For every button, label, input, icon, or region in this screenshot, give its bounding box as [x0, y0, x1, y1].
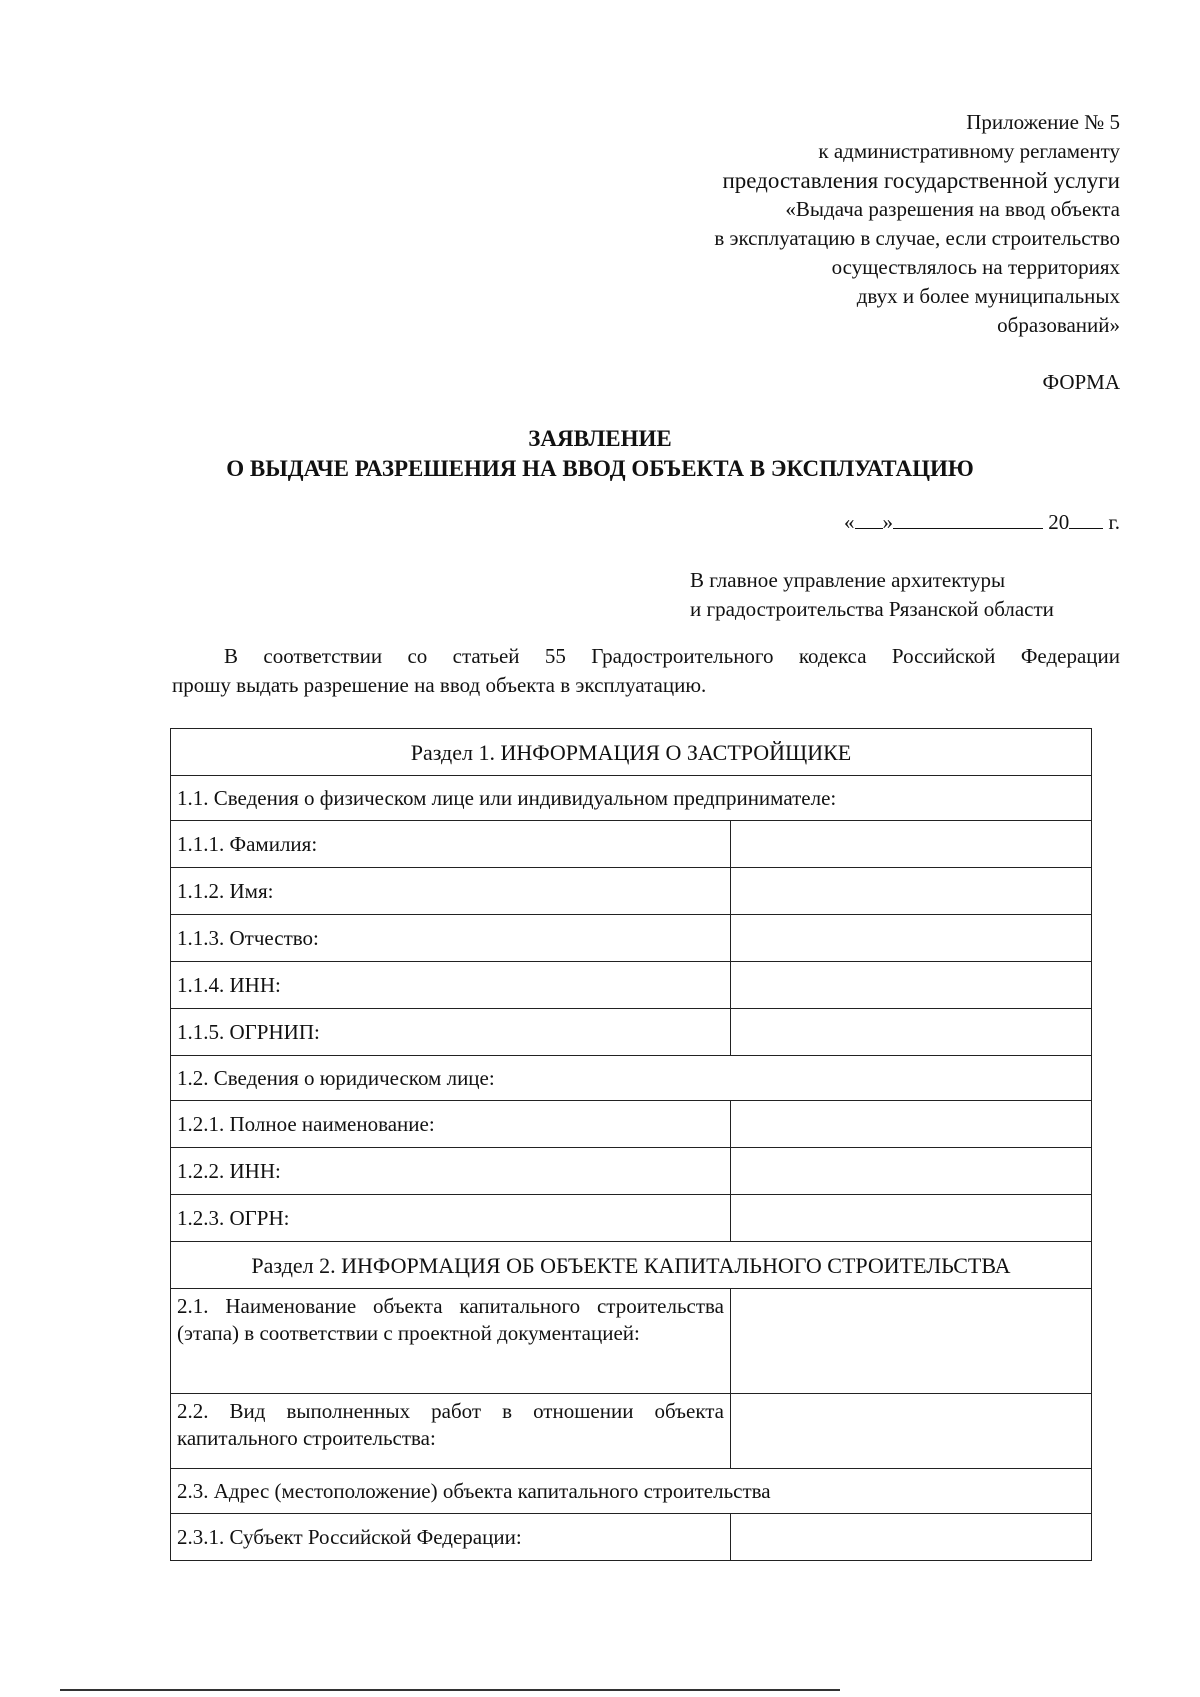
- date-close-quote: »: [882, 510, 893, 534]
- table-row: [171, 915, 1092, 962]
- appendix-line: «Выдача разрешения на ввод объекта: [785, 197, 1120, 221]
- field-label: 1.1.1. Фамилия:: [171, 821, 731, 868]
- year-blank[interactable]: [1069, 510, 1103, 529]
- subsection-row: [171, 1056, 1092, 1101]
- field-label: 1.2.3. ОГРН:: [171, 1195, 731, 1242]
- appendix-header: [560, 108, 1120, 340]
- addressee-line-2: и градостроительства Рязанской области: [690, 597, 1054, 621]
- year-prefix: 20: [1048, 510, 1070, 534]
- field-label: 1.1.5. ОГРНИП:: [171, 1009, 731, 1056]
- field-label: 2.1. Наименование объекта капитального строительства (этапа) в соответствии с проектной документацией:: [171, 1289, 731, 1394]
- intro-paragraph: [172, 642, 1120, 700]
- table-row: [171, 868, 1092, 915]
- appendix-line: в эксплуатацию в случае, если строительство: [714, 226, 1120, 250]
- field-label: 1.1.4. ИНН:: [171, 962, 731, 1009]
- full-name-input-cell[interactable]: [731, 1101, 1092, 1148]
- section-row: [171, 729, 1092, 776]
- field-label: 1.1.2. Имя:: [171, 868, 731, 915]
- appendix-line: осуществлялось на территориях: [831, 255, 1120, 279]
- inn-legal-input-cell[interactable]: [731, 1148, 1092, 1195]
- work-type-input-cell[interactable]: [731, 1394, 1092, 1469]
- table-row: [171, 1514, 1092, 1561]
- name-input-cell[interactable]: [731, 868, 1092, 915]
- subsection-row: [171, 776, 1092, 821]
- day-blank[interactable]: [855, 510, 883, 529]
- subsection-2-3: 2.3. Адрес (местоположение) объекта капитального строительства: [171, 1469, 1092, 1514]
- addressee: [690, 566, 1054, 624]
- field-label: 1.2.1. Полное наименование:: [171, 1101, 731, 1148]
- footer-divider: [60, 1689, 840, 1691]
- table-row: [171, 1289, 1092, 1394]
- document-title: [0, 424, 1200, 484]
- section-2-header: Раздел 2. ИНФОРМАЦИЯ ОБ ОБЪЕКТЕ КАПИТАЛЬНОГО СТРОИТЕЛЬСТВА: [171, 1242, 1092, 1289]
- field-label: 2.3.1. Субъект Российской Федерации:: [171, 1514, 731, 1561]
- year-suffix: г.: [1108, 510, 1120, 534]
- object-name-input-cell[interactable]: [731, 1289, 1092, 1394]
- section-1-header: Раздел 1. ИНФОРМАЦИЯ О ЗАСТРОЙЩИКЕ: [171, 729, 1092, 776]
- section-row: [171, 1242, 1092, 1289]
- table-row: [171, 1148, 1092, 1195]
- field-label: 1.1.3. Отчество:: [171, 915, 731, 962]
- appendix-line: Приложение № 5: [966, 110, 1120, 134]
- ogrn-input-cell[interactable]: [731, 1195, 1092, 1242]
- federal-subject-input-cell[interactable]: [731, 1514, 1092, 1561]
- title-line-1: ЗАЯВЛЕНИЕ: [528, 426, 672, 451]
- appendix-line: к административному регламенту: [818, 139, 1120, 163]
- inn-individual-input-cell[interactable]: [731, 962, 1092, 1009]
- table-row: [171, 1009, 1092, 1056]
- field-label: 1.2.2. ИНН:: [171, 1148, 731, 1195]
- table-row: [171, 1101, 1092, 1148]
- patronymic-input-cell[interactable]: [731, 915, 1092, 962]
- table-row: [171, 1394, 1092, 1469]
- table-row: [171, 1195, 1092, 1242]
- intro-line-2: прошу выдать разрешение на ввод объекта в эксплуатацию.: [172, 673, 707, 697]
- ogrnip-input-cell[interactable]: [731, 1009, 1092, 1056]
- title-line-2: О ВЫДАЧЕ РАЗРЕШЕНИЯ НА ВВОД ОБЪЕКТА В ЭКСПЛУАТАЦИЮ: [226, 456, 974, 481]
- addressee-line-1: В главное управление архитектуры: [690, 568, 1006, 592]
- application-form-table: [170, 728, 1092, 1561]
- subsection-1-2: 1.2. Сведения о юридическом лице:: [171, 1056, 1092, 1101]
- date-line: [844, 510, 1120, 535]
- subsection-row: [171, 1469, 1092, 1514]
- date-open-quote: «: [844, 510, 855, 534]
- surname-input-cell[interactable]: [731, 821, 1092, 868]
- appendix-line: двух и более муниципальных: [856, 284, 1120, 308]
- form-label: ФОРМА: [1042, 370, 1120, 394]
- intro-line-1: В соответствии со статьей 55 Градостроительного кодекса Российской Федерации: [224, 644, 1120, 668]
- subsection-1-1: 1.1. Сведения о физическом лице или индивидуальном предпринимателе:: [171, 776, 1092, 821]
- appendix-line: предоставления государственной услуги: [722, 168, 1120, 193]
- table-row: [171, 821, 1092, 868]
- field-label: 2.2. Вид выполненных работ в отношении объекта капитального строительства:: [171, 1394, 731, 1469]
- month-blank[interactable]: [893, 510, 1043, 529]
- appendix-line: образований»: [997, 313, 1120, 337]
- table-row: [171, 962, 1092, 1009]
